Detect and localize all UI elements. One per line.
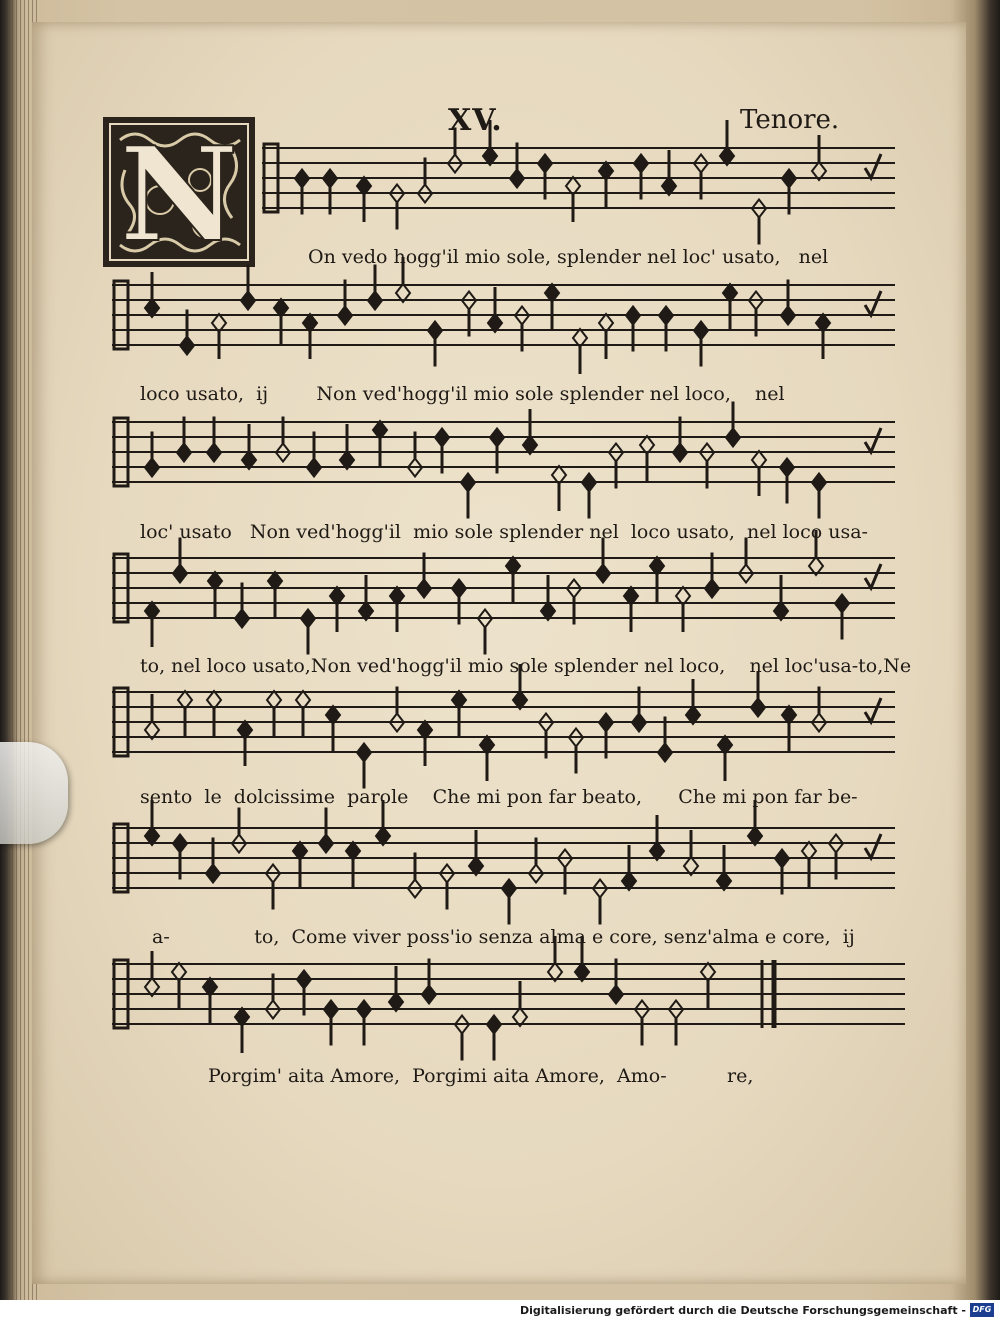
note-head [461,474,475,492]
note-head [582,474,596,492]
note-head [781,307,795,325]
note-head [659,307,673,325]
note-head [658,744,672,762]
lyric-line-6: a- to, Come viver poss'io senza alma e core, senz'alma e core, ij [152,926,855,948]
page-number: XV. [448,103,503,138]
note-head [775,850,789,868]
note-head [324,1001,338,1019]
note-head [782,170,796,188]
initial-letter-glyph: N [119,118,239,271]
note-head [596,565,610,583]
initial-letter [103,117,255,271]
note-head [435,429,449,447]
note-head [694,322,708,340]
note-head [599,714,613,732]
note-head [173,835,187,853]
note-head [206,865,220,883]
note-head [538,155,552,173]
note-head [490,429,504,447]
note-head [357,1001,371,1019]
lyric-line-3: loc' usato Non ved'hogg'il mio sole splender nel loco usato, nel loco usa- [140,521,868,543]
note-head [751,699,765,717]
note-head [368,292,382,310]
note-head [307,459,321,477]
note-head [323,170,337,188]
note-head [452,580,466,598]
note-head [177,444,191,462]
note-head [502,880,516,898]
note-head [338,307,352,325]
note-head [626,307,640,325]
lyric-line-2: loco usato, ij Non ved'hogg'il mio sole splender nel loco, nel [140,383,785,405]
note-head [428,322,442,340]
note-head [609,986,623,1004]
lyric-line-7: Porgim' aita Amore, Porgimi aita Amore, Amo- re, [208,1065,754,1087]
note-head [705,580,719,598]
lyric-line-4: to, nel loco usato,Non ved'hogg'il mio sole splender nel loco, nel loc'usa-to,Ne [140,655,912,677]
custos-mark [865,154,881,178]
note-head [726,429,740,447]
note-head [180,337,194,355]
footer-bar [0,1300,1000,1321]
note-head [632,714,646,732]
note-head [634,155,648,173]
note-head [297,971,311,989]
custos-mark [865,291,881,315]
note-head [780,459,794,477]
note-head [835,595,849,613]
dfg-logo: DFG [970,1303,994,1317]
note-head [145,459,159,477]
note-head [673,444,687,462]
note-head [173,565,187,583]
note-head [357,744,371,762]
note-head [510,170,524,188]
custos-mark [865,428,881,452]
lyric-line-1: On vedo hogg'il mio sole, splender nel loc' usato, nel [308,246,829,268]
custos-mark [865,834,881,858]
note-head [241,292,255,310]
funding-notice: Digitalisierung gefördert durch die Deutsche Forschungsgemeinschaft - [519,1304,966,1317]
note-head [417,580,431,598]
note-head [235,610,249,628]
lyric-line-5: sento le dolcissime parole Che mi pon far beato, Che mi pon far be- [140,786,858,808]
note-head [812,474,826,492]
note-head [207,444,221,462]
note-head [301,610,315,628]
custos-mark [865,564,881,588]
custos-mark [865,698,881,722]
note-head [422,986,436,1004]
note-head [295,170,309,188]
note-head [319,835,333,853]
note-head [487,1016,501,1034]
voice-part-label: Tenore. [740,105,840,135]
